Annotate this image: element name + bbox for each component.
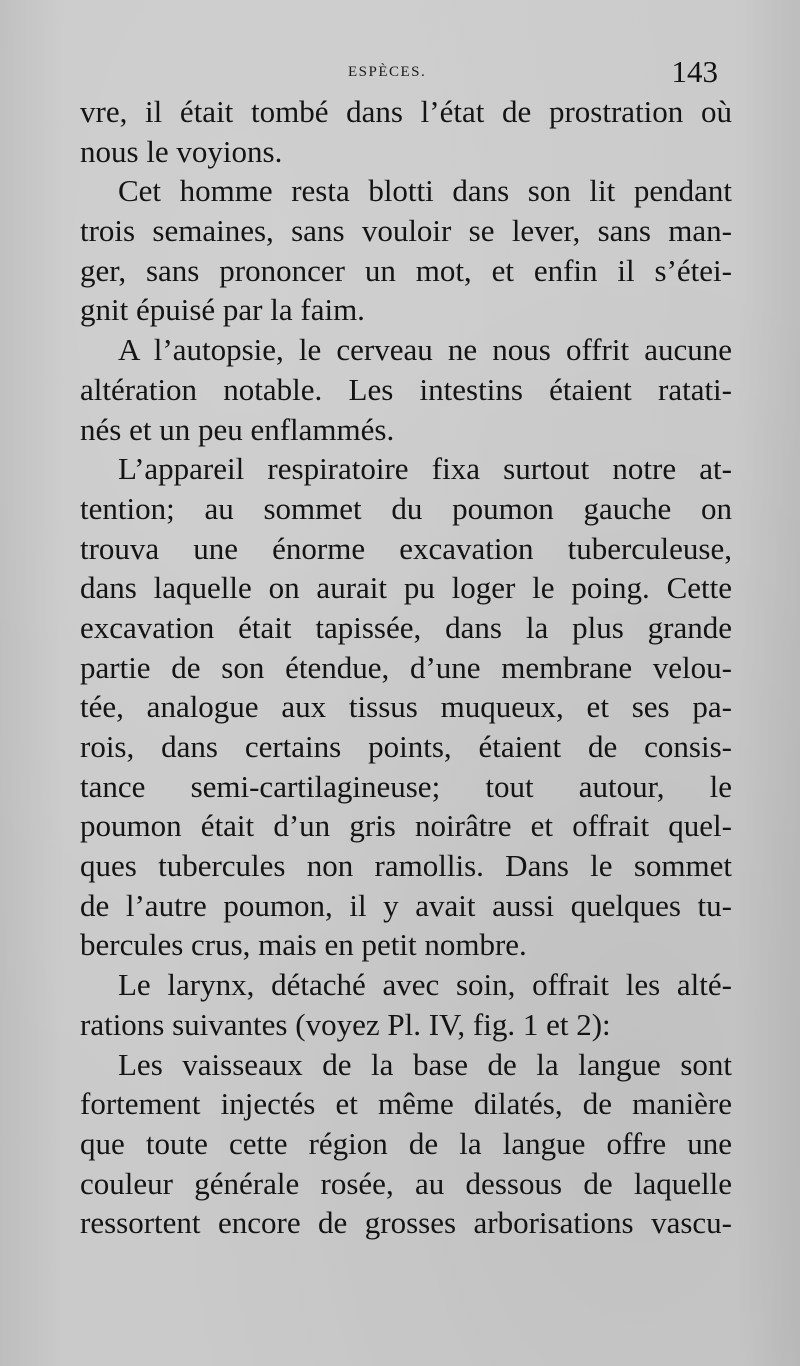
text-line: trouva une énorme excavation tuberculeuse, (80, 530, 732, 566)
text-line: rations suivantes (voyez Pl. IV, fig. 1 et 2): (80, 1006, 611, 1042)
text-line: tée, analogue aux tissus muqueux, et ses pa- (80, 689, 732, 725)
text-line: ger, sans prononcer un mot, et enfin il s’étei- (80, 252, 732, 288)
text-line: nous le voyions. (80, 133, 283, 169)
text-line: ques tubercules non ramollis. Dans le sommet (80, 848, 732, 884)
text-line: nés et un peu enflammés. (80, 411, 395, 447)
text-line: bercules crus, mais en petit nombre. (80, 927, 527, 963)
text-line: trois semaines, sans vouloir se lever, sans man- (80, 213, 732, 249)
text-line: excavation était tapissée, dans la plus grande (80, 609, 732, 645)
text-line: tention; au sommet du poumon gauche on (80, 490, 732, 526)
text-line: partie de son étendue, d’une membrane velou- (80, 649, 732, 685)
text-line: rois, dans certains points, étaient de consis- (80, 729, 732, 764)
text-line: L’appareil respiratoire fixa surtout notre at- (118, 451, 732, 487)
text-line: tance semi-cartilagineuse; tout autour, le (80, 768, 732, 804)
body-text (80, 92, 732, 1243)
page-header (80, 54, 732, 94)
text-line: vre, il était tombé dans l’état de prostration où (80, 94, 732, 129)
text-line: Le larynx, détaché avec soin, offrait les alté- (118, 967, 732, 1003)
text-line: Les vaisseaux de la base de la langue sont (118, 1046, 732, 1082)
page-number: 143 (671, 54, 718, 89)
text-line: dans laquelle on aurait pu loger le poing. Cette (80, 570, 732, 606)
text-line: A l’autopsie, le cerveau ne nous offrit aucune (118, 332, 732, 368)
text-line: couleur générale rosée, au dessous de laquelle (80, 1165, 732, 1201)
text-line: ressortent encore de grosses arborisations vascu- (80, 1205, 732, 1241)
text-line: de l’autre poumon, il y avait aussi quelques tu- (80, 887, 732, 923)
text-line: gnit épuisé par la faim. (80, 292, 365, 328)
text-line: que toute cette région de la langue offre une (80, 1125, 732, 1161)
running-head: ESPÈCES. (348, 64, 427, 80)
text-line: altération notable. Les intestins étaient ratati- (80, 371, 732, 407)
text-line: Cet homme resta blotti dans son lit pendant (118, 173, 732, 209)
text-line: poumon était d’un gris noirâtre et offrait quel- (80, 808, 732, 844)
text-line: fortement injectés et même dilatés, de manière (80, 1086, 732, 1122)
